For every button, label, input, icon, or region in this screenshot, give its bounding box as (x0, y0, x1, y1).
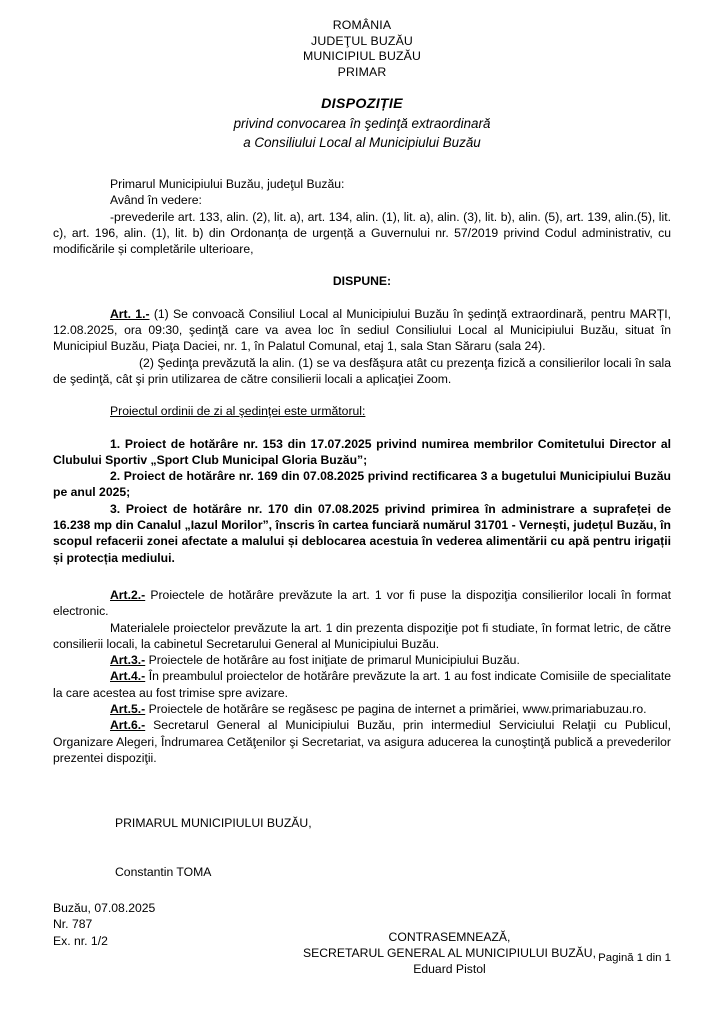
countersign-label: CONTRASEMNEAZĂ, (388, 929, 511, 944)
article-1-label: Art. 1.- (110, 306, 150, 321)
agenda-intro-text: Proiectul ordinii de zi al şedinţei este următorul: (110, 404, 366, 419)
preamble-line-having: Având în vedere: (110, 193, 202, 208)
footer-place-date: Buzău, 07.08.2025 (53, 901, 156, 915)
article-3-label: Art.3.- (110, 653, 146, 668)
article-2-label: Art.2.- (110, 587, 146, 602)
signature-block-mayor (115, 782, 671, 912)
article-6-label: Art.6.- (110, 718, 146, 733)
article-4 (53, 668, 671, 701)
document-footer (53, 900, 155, 949)
document-header (53, 18, 671, 80)
footer-copies: Ex. nr. 1/2 (53, 933, 108, 948)
agenda-intro (53, 403, 671, 419)
title-subtitle-line2: a Consiliului Local al Municipiului Buzău (243, 135, 481, 150)
article-2-text: Proiectele de hotărâre prevăzute la art. 1 vor fi puse la dispoziţia consilierilor locali în format electronic. (53, 587, 671, 619)
header-county: JUDEŢUL BUZĂU (311, 33, 413, 48)
preamble-line-mayor: Primarul Municipiului Buzău, judeţul Buzău: (110, 177, 345, 191)
document-title-block (53, 95, 671, 152)
article-6 (53, 717, 671, 766)
agenda-item-3: 3. Proiect de hotărâre nr. 170 din 07.08.2025 privind primirea în administrare a suprafeței de 16.238 mp din Canalul „Iazul Morilor”, înscris în cartea funciară numărul 31701 - Vernești, județul Buzău, în scopul refacerii zonei afectate a malului și deblocarea acestuia în vederea alimentării cu apă pentru irigații și protecția mediului. (53, 501, 671, 565)
secretary-name: Eduard Pistol (413, 962, 486, 977)
mayor-name: Constantin TOMA (115, 864, 212, 879)
article-5-text: Proiectele de hotărâre se regăsesc pe pagina de internet a primăriei, www.primariabuzau.ro. (145, 702, 647, 717)
secretary-title: SECRETARUL GENERAL AL MUNICIPIULUI BUZĂU, (302, 945, 596, 960)
mayor-title: PRIMARUL MUNICIPIULUI BUZĂU, (115, 815, 312, 830)
article-4-label: Art.4.- (110, 669, 146, 684)
dispune-heading: DISPUNE: (332, 274, 392, 289)
page-title: DISPOZIȚIE (321, 96, 403, 112)
header-office: PRIMAR (337, 64, 387, 79)
page-indicator: Pagină 1 din 1 (598, 952, 671, 964)
article-2-extra: Materialele proiectelor prevăzute la art. 1 din prezenta dispoziţie pot fi studiate, în format letric, de către consilierii locali, la cabinetul Secretarului General al Municipiului Buzău. (53, 620, 671, 651)
article-5-label: Art.5.- (110, 702, 146, 717)
footer-number: Nr. 787 (53, 917, 93, 932)
article-2 (53, 587, 671, 620)
article-1-paragraph-2: (2) Şedinţa prevăzută la alin. (1) se va desfăşura atât cu prezenţa fizică a consilierilor locali în sala de şedinţă, cât şi prin utilizarea de către consilierii locali a aplicaţiei Zoom. (53, 355, 671, 386)
article-1-text: (1) Se convoacă Consiliul Local al Municipiului Buzău în şedinţă extraordinară, pentru MARȚI, 12.08.2025, ora 09:30, şedinţă care va avea loc în sediul Consiliului Local al Municipiului Buzău, situat în Municipiul Buzău, Piaţa Daciei, nr. 1, în Palatul Comunal, etaj 1, sala Stan Săraru (sala 24). (53, 306, 671, 354)
header-municipality: MUNICIPIUL BUZĂU (302, 49, 422, 63)
agenda-item-2: 2. Proiect de hotărâre nr. 169 din 07.08.2025 privind rectificarea 3 a bugetului Municipiului Buzău pe anul 2025; (53, 469, 671, 500)
article-3 (53, 652, 671, 668)
article-4-text: În preambulul proiectelor de hotărâre prevăzute la art. 1 au fost indicate Comisiile de specialitate la care acestea au fost trimise spre avizare. (53, 669, 671, 700)
title-subtitle-line1: privind convocarea în şedinţă extraordinară (233, 116, 491, 131)
article-5 (53, 701, 671, 717)
header-country: ROMÂNIA (332, 18, 392, 32)
article-3-text: Proiectele de hotărâre au fost iniţiate de primarul Municipiului Buzău. (145, 653, 520, 668)
article-6-text: Secretarul General al Municipiului Buzău, prin intermediul Serviciului Relaţii cu Publicul, Organizare Alegeri, Îndrumarea Cetăţenilor şi Secretariat, va asigura aducerea la cunoştinţă publică a prevederilor prezentei dispoziţii. (53, 718, 671, 765)
document-body (53, 176, 671, 977)
article-1-paragraph-1 (53, 306, 671, 355)
preamble-legal-basis: -prevederile art. 133, alin. (2), lit. a), art. 134, alin. (1), lit. a), alin. (3), lit. b), alin. (5), art. 139, alin.(5), lit. c), art. 196, alin. (1), lit. b) din Ordonanța de urgență a Guvernului nr. 57/2019 privind Codul administrativ, cu modificările și completările ulterioare, (53, 209, 671, 257)
agenda-item-1: 1. Proiect de hotărâre nr. 153 din 17.07.2025 privind numirea membrilor Comitetului Director al Clubului Sportiv „Sport Club Municipal Gloria Buzău”; (53, 436, 671, 467)
